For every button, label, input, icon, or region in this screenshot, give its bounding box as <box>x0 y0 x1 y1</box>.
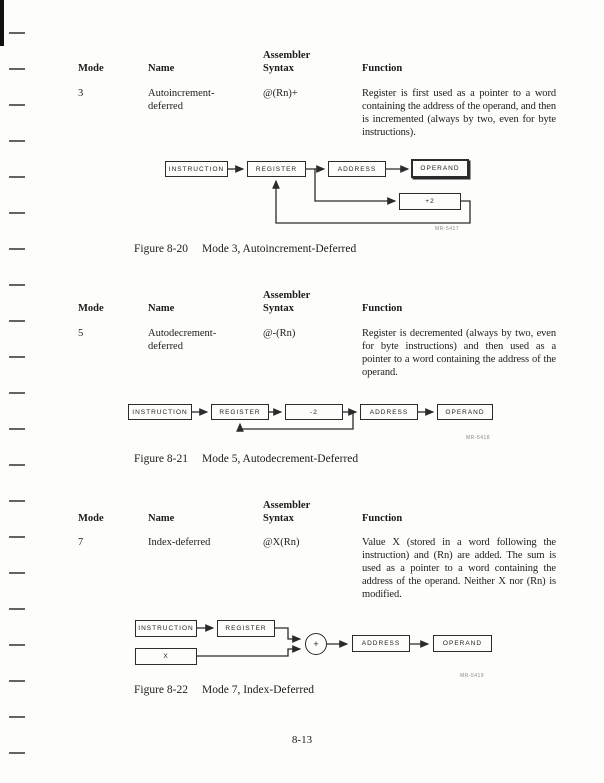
register-box: REGISTER <box>211 404 269 420</box>
figure-title: Mode 7, Index-Deferred <box>201 684 315 696</box>
operand-box: OPERAND <box>437 404 493 420</box>
function-text: Register is decremented (always by two, even for byte instructions) and then used as a pointer to a word containing the address of the operand. <box>362 328 556 378</box>
mode-name: Autoincrement- deferred <box>148 88 215 112</box>
col-header-assembler: Assembler <box>263 50 311 61</box>
minus-two-box: -2 <box>285 404 343 420</box>
register-box: REGISTER <box>247 161 306 177</box>
col-header-syntax: Syntax <box>263 303 294 314</box>
figure-label: Figure 8-21 <box>134 453 188 465</box>
mode-value: 5 <box>78 328 84 339</box>
col-header-function: Function <box>362 63 403 74</box>
index-x-box: X <box>135 648 197 665</box>
figure-8-22-diagram <box>0 614 604 682</box>
operand-box: OPERAND <box>433 635 492 652</box>
col-header-name: Name <box>148 303 175 314</box>
assembler-syntax: @X(Rn) <box>263 537 300 548</box>
address-box: ADDRESS <box>352 635 410 652</box>
scan-corner-artifact <box>0 0 4 46</box>
figure-8-21-caption <box>134 453 358 465</box>
col-header-assembler: Assembler <box>263 500 311 511</box>
col-header-mode: Mode <box>78 303 104 314</box>
mode-name: Index-deferred <box>148 537 211 548</box>
col-header-mode: Mode <box>78 63 104 74</box>
col-header-function: Function <box>362 303 403 314</box>
instruction-box: INSTRUCTION <box>128 404 192 420</box>
flow-arrows <box>0 614 604 682</box>
figure-8-21-diagram <box>0 398 604 444</box>
plus-two-box: +2 <box>399 193 461 210</box>
figure-8-22-caption <box>134 684 314 696</box>
figure-label: Figure 8-20 <box>134 243 188 255</box>
mode-value: 7 <box>78 537 84 548</box>
col-header-syntax: Syntax <box>263 513 294 524</box>
function-text: Value X (stored in a word following the instruction) and (Rn) are added. The sum is used as a pointer to a word containing the address of the operand. Neither X nor (Rn) is modified. <box>362 537 556 600</box>
instruction-box: INSTRUCTION <box>135 620 197 637</box>
art-reference: MR-5417 <box>435 226 460 232</box>
art-reference: MR-5418 <box>466 435 491 441</box>
figure-8-20-diagram <box>0 155 604 235</box>
instruction-box: INSTRUCTION <box>165 161 228 177</box>
register-box: REGISTER <box>217 620 275 637</box>
col-header-name: Name <box>148 513 175 524</box>
mode-value: 3 <box>78 88 84 99</box>
operand-box: OPERAND <box>411 159 469 178</box>
figure-title: Mode 3, Autoincrement-Deferred <box>201 243 357 255</box>
col-header-assembler: Assembler <box>263 290 311 301</box>
adder-circle: + <box>305 633 327 655</box>
assembler-syntax: @-(Rn) <box>263 328 296 339</box>
figure-label: Figure 8-22 <box>134 684 188 696</box>
col-header-mode: Mode <box>78 513 104 524</box>
page-number: 8-13 <box>291 734 313 746</box>
col-header-function: Function <box>362 513 403 524</box>
art-reference: MR-5419 <box>460 673 485 679</box>
mode-name: Autodecrement- deferred <box>148 328 217 352</box>
col-header-syntax: Syntax <box>263 63 294 74</box>
col-header-name: Name <box>148 63 175 74</box>
function-text: Register is first used as a pointer to a word containing the address of the operand, and then is incremented (always by two, even for byte instructions). <box>362 88 556 138</box>
address-box: ADDRESS <box>360 404 418 420</box>
assembler-syntax: @(Rn)+ <box>263 88 298 99</box>
figure-title: Mode 5, Autodecrement-Deferred <box>201 453 359 465</box>
figure-8-20-caption <box>134 243 356 255</box>
address-box: ADDRESS <box>328 161 386 177</box>
